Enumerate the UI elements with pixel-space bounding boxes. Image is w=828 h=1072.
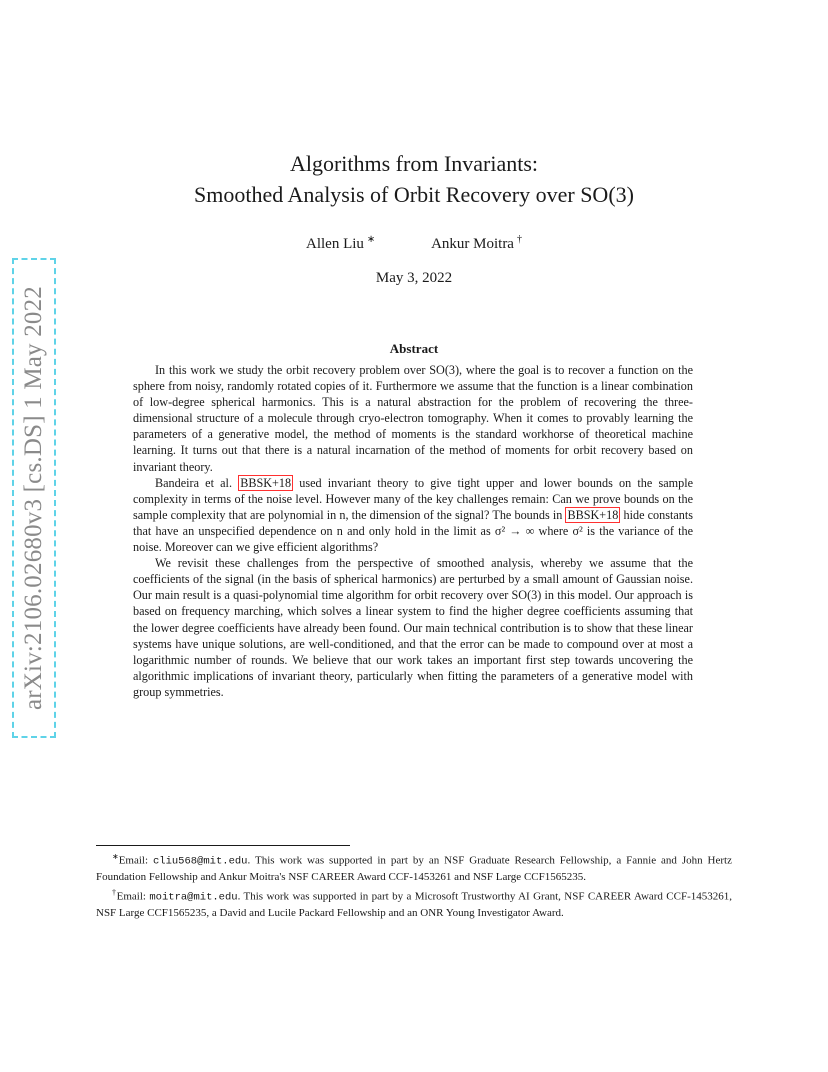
author-1-name: Allen Liu — [306, 236, 364, 252]
arxiv-identifier-stamp[interactable] — [12, 258, 56, 738]
footnote-1-text: . This work was supported in part by an NSF Graduate Research Fellowship, a Fannie and John Hertz Foundation Fellowship and Ankur Moitra's NSF CAREER Award CCF-1453261 and NSF Large CCF1565235. — [96, 854, 732, 883]
abstract-p2-text-a: Bandeira et al. — [155, 475, 239, 490]
abstract-p2-text-c: hide constants that have an unspecified dependence on n and only hold in the limit as σ² → ∞ where σ² is the variance of the noise. Moreover can we give efficient algorithms? — [133, 507, 694, 555]
author-list — [0, 234, 828, 253]
title-line-2: Smoothed Analysis of Orbit Recovery over SO(3) — [194, 182, 634, 207]
abstract-body — [133, 362, 693, 700]
footnote-2-prefix: Email: — [116, 890, 150, 903]
author-1 — [306, 234, 375, 253]
citation-link-bbsk18[interactable]: BBSK+18 — [240, 475, 292, 490]
author-2 — [431, 234, 522, 253]
author-2-name: Ankur Moitra — [431, 236, 514, 252]
footnote-divider — [96, 845, 350, 846]
abstract-paragraph-1: In this work we study the orbit recovery problem over SO(3), where the goal is to recover a function on the sphere from noisy, randomly rotated copies of it. Furthermore we assume that the function is a linear combination of low-degree spherical harmonics. This is a natural abstraction for the problem of recovering the three-dimensional structure of a molecule through cryo-electron tomography. When it comes to provably learning the parameters of a generative model, the method of moments is the standard workhorse of theoretical machine learning. It turns out that there is a natural incarnation of the method of moments for orbit recovery based on invariant theory. — [133, 363, 693, 474]
citation-link-bbsk18-second[interactable]: BBSK+18 — [567, 507, 619, 522]
footnote-1-mark: ∗ — [112, 852, 119, 861]
footnote-1-prefix: Email: — [118, 854, 153, 867]
abstract-paragraph-3: We revisit these challenges from the perspective of smoothed analysis, whereby we assume that the coefficients of the signal (in the basis of spherical harmonics) are perturbed by a small amount of Gaussian noise. Our main result is a quasi-polynomial time algorithm for orbit recovery over SO(3) in this model. Our approach is based on frequency marching, which solves a linear system to find the higher degree coefficients assuming that the lower degree coefficients have already been found. Our main technical contribution is to show that these linear systems have unique solutions, are well-conditioned, and that the error can be made to compound over at most a logarithmic number of rounds. We believe that our work takes an important first step towards uncovering the algorithmic implications of invariant theory, particularly when fitting the parameters of a generative model with group symmetries. — [133, 556, 693, 699]
publication-date: May 3, 2022 — [375, 270, 453, 286]
abstract-p2-text-b: used invariant theory to give tight upper and lower bounds on the sample complexity in terms of the noise level. However many of the key challenges remain: Can we prove bounds on the sample complexity that are polynomial in n, the dimension of the signal? The bounds in — [133, 475, 693, 522]
abstract-paragraph-2 — [133, 475, 693, 555]
paper-title — [0, 148, 828, 210]
footnotes — [96, 849, 732, 921]
arxiv-identifier-text: arXiv:2106.02680v3 [cs.DS] 1 May 2022 — [20, 285, 47, 711]
footnote-1 — [96, 849, 732, 885]
footnote-2-text: . This work was supported in part by a Microsoft Trustworthy AI Grant, NSF CAREER Award CCF-1453261, NSF Large CCF1565235, a David and Lucile Packard Fellowship and an ONR Young Investigator Award. — [96, 890, 733, 919]
footnote-2-mark: † — [112, 888, 117, 898]
abstract-heading: Abstract — [389, 341, 439, 356]
author-1-footnote-mark[interactable]: ∗ — [366, 234, 376, 245]
footnote-1-email[interactable]: cliu568@mit.edu — [152, 855, 248, 868]
footnote-2-email[interactable]: moitra@mit.edu — [149, 891, 238, 904]
author-2-footnote-mark[interactable]: † — [516, 234, 522, 245]
footnote-2 — [96, 885, 732, 921]
title-line-1: Algorithms from Invariants: — [289, 151, 539, 176]
